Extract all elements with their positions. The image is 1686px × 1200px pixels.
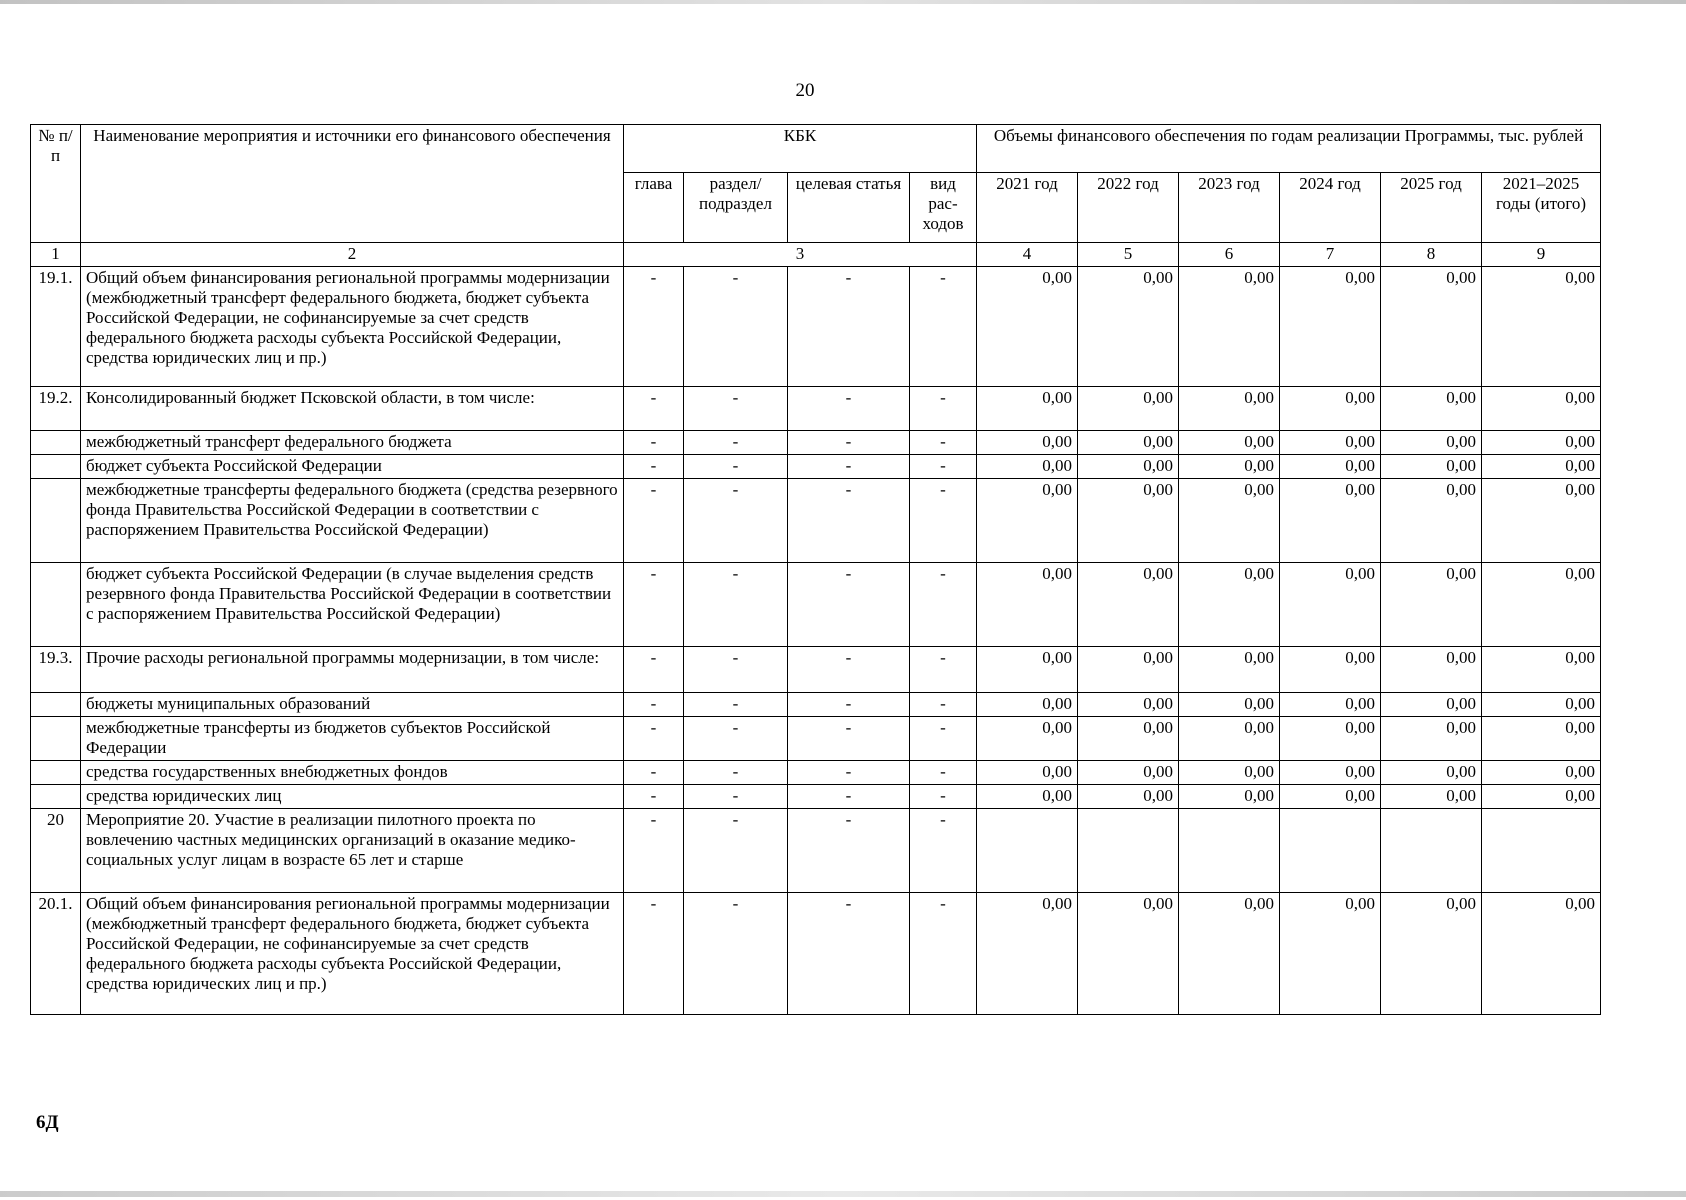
value-2023: 0,00 <box>1179 647 1280 693</box>
kbk-razdel-cell: - <box>684 761 788 785</box>
kbk-razdel-cell: - <box>684 267 788 387</box>
kbk-glava-cell: - <box>624 785 684 809</box>
value-2025: 0,00 <box>1381 717 1482 761</box>
value-2021: 0,00 <box>977 479 1078 563</box>
table-row <box>31 717 1601 761</box>
index-cell: 3 <box>624 243 977 267</box>
header-year-2025: 2025 год <box>1381 173 1482 243</box>
value-2021: 0,00 <box>977 431 1078 455</box>
row-number: 19.2. <box>31 387 81 431</box>
value-2022: 0,00 <box>1078 455 1179 479</box>
value-2024: 0,00 <box>1280 455 1381 479</box>
kbk-razdel-cell: - <box>684 717 788 761</box>
kbk-razdel-cell: - <box>684 785 788 809</box>
value-2025: 0,00 <box>1381 893 1482 1015</box>
kbk-razdel-cell: - <box>684 693 788 717</box>
kbk-razdel-cell: - <box>684 809 788 893</box>
value-2024: 0,00 <box>1280 267 1381 387</box>
kbk-statya-cell: - <box>788 563 910 647</box>
kbk-glava-cell: - <box>624 455 684 479</box>
value-2025: 0,00 <box>1381 693 1482 717</box>
table-row <box>31 785 1601 809</box>
row-number <box>31 431 81 455</box>
scan-edge-bottom <box>0 1191 1686 1197</box>
value-2025: 0,00 <box>1381 647 1482 693</box>
value-2024: 0,00 <box>1280 387 1381 431</box>
value-2025: 0,00 <box>1381 761 1482 785</box>
value-total: 0,00 <box>1482 563 1601 647</box>
kbk-vid-cell: - <box>910 479 977 563</box>
index-cell: 6 <box>1179 243 1280 267</box>
header-year-2021: 2021 год <box>977 173 1078 243</box>
value-2023: 0,00 <box>1179 431 1280 455</box>
kbk-razdel-cell: - <box>684 647 788 693</box>
row-number: 20.1. <box>31 893 81 1015</box>
header-name: Наименование мероприятия и источники его финансового обеспечения <box>81 125 624 243</box>
kbk-statya-cell: - <box>788 893 910 1015</box>
header-year-2023: 2023 год <box>1179 173 1280 243</box>
value-2023: 0,00 <box>1179 387 1280 431</box>
kbk-statya-cell: - <box>788 431 910 455</box>
value-2022: 0,00 <box>1078 717 1179 761</box>
row-name: Общий объем финансирования региональной программы модернизации (межбюджетный трансферт федерального бюджета, бюджет субъекта Российской Федерации, не софинансируемые за счет средств федерального бюджета расходы субъекта Российской Федерации, средства юридических лиц и пр.) <box>81 267 624 387</box>
value-2025 <box>1381 809 1482 893</box>
value-2022: 0,00 <box>1078 267 1179 387</box>
kbk-razdel-cell: - <box>684 479 788 563</box>
row-name: средства государственных внебюджетных фондов <box>81 761 624 785</box>
kbk-vid-cell: - <box>910 761 977 785</box>
kbk-glava-cell: - <box>624 267 684 387</box>
value-2025: 0,00 <box>1381 479 1482 563</box>
value-total: 0,00 <box>1482 267 1601 387</box>
header-year-total: 2021–2025 годы (итого) <box>1482 173 1601 243</box>
index-cell: 7 <box>1280 243 1381 267</box>
kbk-vid-cell: - <box>910 563 977 647</box>
value-2021: 0,00 <box>977 647 1078 693</box>
value-2022: 0,00 <box>1078 785 1179 809</box>
value-2021: 0,00 <box>977 693 1078 717</box>
kbk-statya-cell: - <box>788 717 910 761</box>
value-2022: 0,00 <box>1078 893 1179 1015</box>
kbk-glava-cell: - <box>624 893 684 1015</box>
value-total: 0,00 <box>1482 785 1601 809</box>
row-name: бюджет субъекта Российской Федерации (в случае выделения средств резервного фонда Правительства Российской Федерации в соответствии с распоряжением Правительства Российской Федерации) <box>81 563 624 647</box>
value-2025: 0,00 <box>1381 785 1482 809</box>
table-row <box>31 893 1601 1015</box>
index-cell: 9 <box>1482 243 1601 267</box>
row-name: межбюджетные трансферты федерального бюджета (средства резервного фонда Правительства Российской Федерации в соответствии с распоряжением Правительства Российской Федерации) <box>81 479 624 563</box>
table-row <box>31 563 1601 647</box>
value-2022: 0,00 <box>1078 387 1179 431</box>
table-row <box>31 479 1601 563</box>
value-2021 <box>977 809 1078 893</box>
index-cell: 4 <box>977 243 1078 267</box>
table-body <box>31 267 1601 1015</box>
kbk-vid-cell: - <box>910 431 977 455</box>
table-row <box>31 647 1601 693</box>
value-total: 0,00 <box>1482 761 1601 785</box>
kbk-statya-cell: - <box>788 647 910 693</box>
kbk-statya-cell: - <box>788 455 910 479</box>
table-row <box>31 267 1601 387</box>
kbk-vid-cell: - <box>910 785 977 809</box>
row-number <box>31 563 81 647</box>
value-2023: 0,00 <box>1179 455 1280 479</box>
value-2024: 0,00 <box>1280 563 1381 647</box>
kbk-vid-cell: - <box>910 809 977 893</box>
value-2022: 0,00 <box>1078 563 1179 647</box>
row-name: средства юридических лиц <box>81 785 624 809</box>
footer-code: 6Д <box>36 1112 59 1133</box>
kbk-vid-cell: - <box>910 267 977 387</box>
value-2024: 0,00 <box>1280 647 1381 693</box>
value-2024: 0,00 <box>1280 479 1381 563</box>
kbk-glava-cell: - <box>624 431 684 455</box>
value-2021: 0,00 <box>977 785 1078 809</box>
value-2025: 0,00 <box>1381 431 1482 455</box>
value-2023: 0,00 <box>1179 785 1280 809</box>
value-2022: 0,00 <box>1078 479 1179 563</box>
table-row <box>31 761 1601 785</box>
header-num: № п/п <box>31 125 81 243</box>
row-name: межбюджетный трансферт федерального бюджета <box>81 431 624 455</box>
kbk-razdel-cell: - <box>684 431 788 455</box>
value-2025: 0,00 <box>1381 563 1482 647</box>
value-total: 0,00 <box>1482 893 1601 1015</box>
value-2023: 0,00 <box>1179 893 1280 1015</box>
value-2025: 0,00 <box>1381 267 1482 387</box>
value-total <box>1482 809 1601 893</box>
value-2024: 0,00 <box>1280 893 1381 1015</box>
row-number <box>31 785 81 809</box>
value-2022: 0,00 <box>1078 431 1179 455</box>
value-2023 <box>1179 809 1280 893</box>
row-name: Прочие расходы региональной программы модернизации, в том числе: <box>81 647 624 693</box>
value-2021: 0,00 <box>977 387 1078 431</box>
value-2021: 0,00 <box>977 717 1078 761</box>
row-number <box>31 479 81 563</box>
table-row <box>31 693 1601 717</box>
kbk-statya-cell: - <box>788 267 910 387</box>
financing-table <box>30 124 1601 1015</box>
table-row <box>31 809 1601 893</box>
kbk-statya-cell: - <box>788 785 910 809</box>
row-number: 20 <box>31 809 81 893</box>
row-name: бюджеты муниципальных образований <box>81 693 624 717</box>
row-name: межбюджетные трансферты из бюджетов субъектов Российской Федерации <box>81 717 624 761</box>
kbk-glava-cell: - <box>624 761 684 785</box>
scan-edge-top <box>0 0 1686 4</box>
value-2023: 0,00 <box>1179 267 1280 387</box>
kbk-vid-cell: - <box>910 893 977 1015</box>
value-2024: 0,00 <box>1280 761 1381 785</box>
header-kbk-glava: глава <box>624 173 684 243</box>
kbk-glava-cell: - <box>624 717 684 761</box>
kbk-glava-cell: - <box>624 387 684 431</box>
kbk-glava-cell: - <box>624 809 684 893</box>
value-2023: 0,00 <box>1179 761 1280 785</box>
index-cell: 8 <box>1381 243 1482 267</box>
kbk-vid-cell: - <box>910 387 977 431</box>
value-2022: 0,00 <box>1078 647 1179 693</box>
row-name: Общий объем финансирования региональной программы модернизации (межбюджетный трансферт федерального бюджета, бюджет субъекта Российской Федерации, не софинансируемые за счет средств федерального бюджета расходы субъекта Российской Федерации, средства юридических лиц и пр.) <box>81 893 624 1015</box>
value-2024: 0,00 <box>1280 693 1381 717</box>
value-2022: 0,00 <box>1078 761 1179 785</box>
value-2024: 0,00 <box>1280 785 1381 809</box>
value-2025: 0,00 <box>1381 455 1482 479</box>
header-kbk: КБК <box>624 125 977 173</box>
row-name: Мероприятие 20. Участие в реализации пилотного проекта по вовлечению частных медицинских организаций в оказание медико-социальных услуг лицам в возрасте 65 лет и старше <box>81 809 624 893</box>
value-total: 0,00 <box>1482 431 1601 455</box>
value-total: 0,00 <box>1482 455 1601 479</box>
header-kbk-statya: целевая статья <box>788 173 910 243</box>
page-number: 20 <box>795 80 815 101</box>
table-row <box>31 431 1601 455</box>
row-number: 19.3. <box>31 647 81 693</box>
index-cell: 2 <box>81 243 624 267</box>
value-total: 0,00 <box>1482 647 1601 693</box>
kbk-glava-cell: - <box>624 479 684 563</box>
value-2022 <box>1078 809 1179 893</box>
value-2021: 0,00 <box>977 893 1078 1015</box>
row-number <box>31 455 81 479</box>
value-2023: 0,00 <box>1179 717 1280 761</box>
value-2021: 0,00 <box>977 563 1078 647</box>
value-2023: 0,00 <box>1179 563 1280 647</box>
header-kbk-vid: вид рас- ходов <box>910 173 977 243</box>
row-number <box>31 693 81 717</box>
value-total: 0,00 <box>1482 717 1601 761</box>
header-funding: Объемы финансового обеспечения по годам реализации Программы, тыс. рублей <box>977 125 1601 173</box>
header-year-2024: 2024 год <box>1280 173 1381 243</box>
kbk-glava-cell: - <box>624 563 684 647</box>
kbk-razdel-cell: - <box>684 893 788 1015</box>
row-name: бюджет субъекта Российской Федерации <box>81 455 624 479</box>
value-total: 0,00 <box>1482 479 1601 563</box>
value-2024: 0,00 <box>1280 717 1381 761</box>
value-2024: 0,00 <box>1280 431 1381 455</box>
kbk-vid-cell: - <box>910 693 977 717</box>
kbk-statya-cell: - <box>788 809 910 893</box>
kbk-glava-cell: - <box>624 693 684 717</box>
index-cell: 1 <box>31 243 81 267</box>
kbk-statya-cell: - <box>788 387 910 431</box>
header-kbk-razdel: раздел/ подраздел <box>684 173 788 243</box>
index-cell: 5 <box>1078 243 1179 267</box>
value-2023: 0,00 <box>1179 693 1280 717</box>
value-2021: 0,00 <box>977 267 1078 387</box>
table-row <box>31 387 1601 431</box>
value-2025: 0,00 <box>1381 387 1482 431</box>
kbk-glava-cell: - <box>624 647 684 693</box>
kbk-statya-cell: - <box>788 479 910 563</box>
kbk-vid-cell: - <box>910 717 977 761</box>
row-number: 19.1. <box>31 267 81 387</box>
kbk-razdel-cell: - <box>684 563 788 647</box>
row-name: Консолидированный бюджет Псковской области, в том числе: <box>81 387 624 431</box>
kbk-vid-cell: - <box>910 455 977 479</box>
value-2021: 0,00 <box>977 455 1078 479</box>
value-2023: 0,00 <box>1179 479 1280 563</box>
kbk-razdel-cell: - <box>684 387 788 431</box>
row-number <box>31 717 81 761</box>
table-row <box>31 455 1601 479</box>
kbk-razdel-cell: - <box>684 455 788 479</box>
value-2022: 0,00 <box>1078 693 1179 717</box>
kbk-statya-cell: - <box>788 693 910 717</box>
kbk-vid-cell: - <box>910 647 977 693</box>
header-year-2022: 2022 год <box>1078 173 1179 243</box>
value-total: 0,00 <box>1482 387 1601 431</box>
kbk-statya-cell: - <box>788 761 910 785</box>
row-number <box>31 761 81 785</box>
value-2024 <box>1280 809 1381 893</box>
value-total: 0,00 <box>1482 693 1601 717</box>
value-2021: 0,00 <box>977 761 1078 785</box>
